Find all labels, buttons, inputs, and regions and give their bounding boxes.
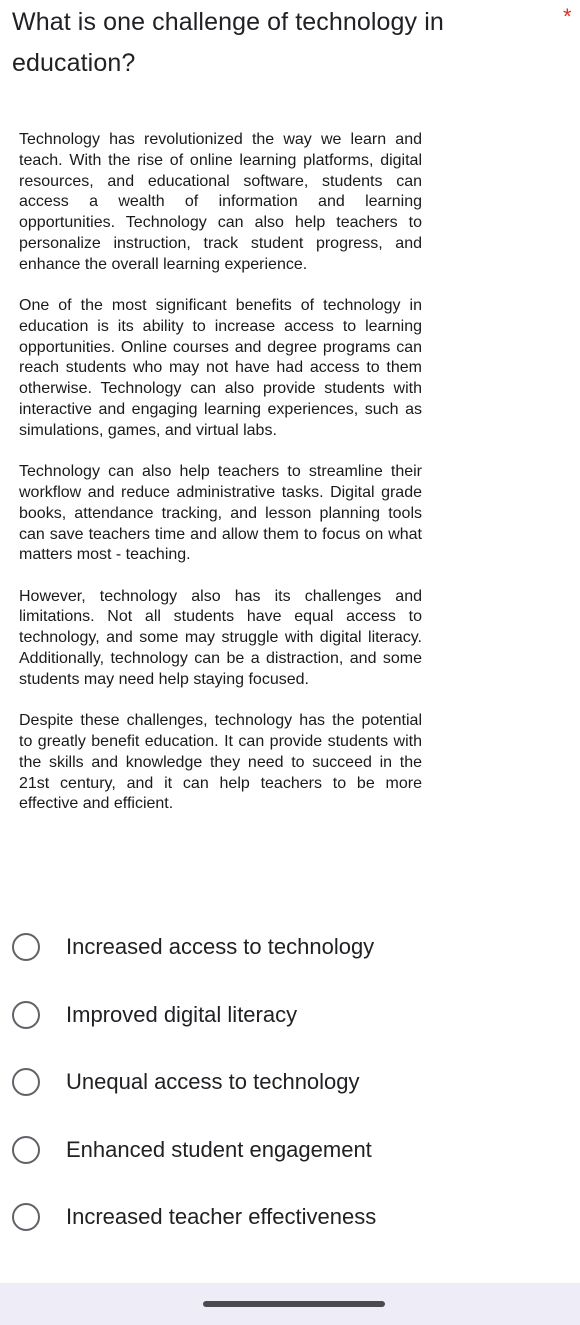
passage-image-text: [19, 130, 422, 836]
option-improved-digital-literacy[interactable]: [12, 993, 572, 1037]
home-gesture-handle[interactable]: [203, 1301, 385, 1307]
question-header: [12, 2, 552, 84]
radio-button-icon[interactable]: [12, 1068, 40, 1096]
passage-paragraph-4: However, technology also has its challenges and limitations. Not all students have equal access to technology, and some may struggle with digital literacy. Additionally, technology can be a distraction, and some students may need help staying focused.: [19, 587, 422, 688]
radio-button-icon[interactable]: [12, 1136, 40, 1164]
option-label[interactable]: Increased teacher effectiveness: [66, 1204, 377, 1229]
option-enhanced-engagement[interactable]: [12, 1128, 572, 1172]
radio-button-icon[interactable]: [12, 1001, 40, 1029]
passage-paragraph-3: Technology can also help teachers to streamline their workflow and reduce administrative tasks. Digital grade books, attendance tracking, and lesson planning tools can save teachers time and allow them to focus on what matters most - teaching.: [19, 463, 422, 564]
required-asterisk: *: [563, 4, 572, 29]
radio-button-icon[interactable]: [12, 933, 40, 961]
option-label[interactable]: Increased access to technology: [66, 934, 375, 959]
option-label[interactable]: Unequal access to technology: [66, 1069, 360, 1094]
option-unequal-access[interactable]: [12, 1060, 572, 1104]
passage-paragraph-5: Despite these challenges, technology has the potential to greatly benefit education. It can provide students with the skills and knowledge they need to succeed in the 21st century, and it can help teachers to be more effective and efficient.: [19, 712, 422, 813]
question-title: What is one challenge of technology in education?: [12, 8, 444, 77]
option-label[interactable]: Enhanced student engagement: [66, 1136, 372, 1162]
passage-paragraph-1: Technology has revolutionized the way we learn and teach. With the rise of online learning platforms, digital resources, and educational software, students can access a wealth of information and learning opportunities. Technology can also help teachers to personalize instruction, track student progress, and enhance the overall learning experience.: [19, 131, 422, 273]
system-navigation-bar: [0, 1283, 580, 1325]
answer-options: [12, 925, 572, 1263]
option-teacher-effectiveness[interactable]: [12, 1195, 572, 1239]
option-increased-access[interactable]: [12, 925, 572, 969]
passage-paragraph-2: One of the most significant benefits of technology in education is its ability to increase access to learning opportunities. Online courses and degree programs can reach students who may not have had access to them otherwise. Technology can also provide students with interactive and engaging learning experiences, such as simulations, games, and virtual labs.: [19, 297, 422, 439]
radio-button-icon[interactable]: [12, 1203, 40, 1231]
option-label[interactable]: Improved digital literacy: [66, 1001, 298, 1027]
